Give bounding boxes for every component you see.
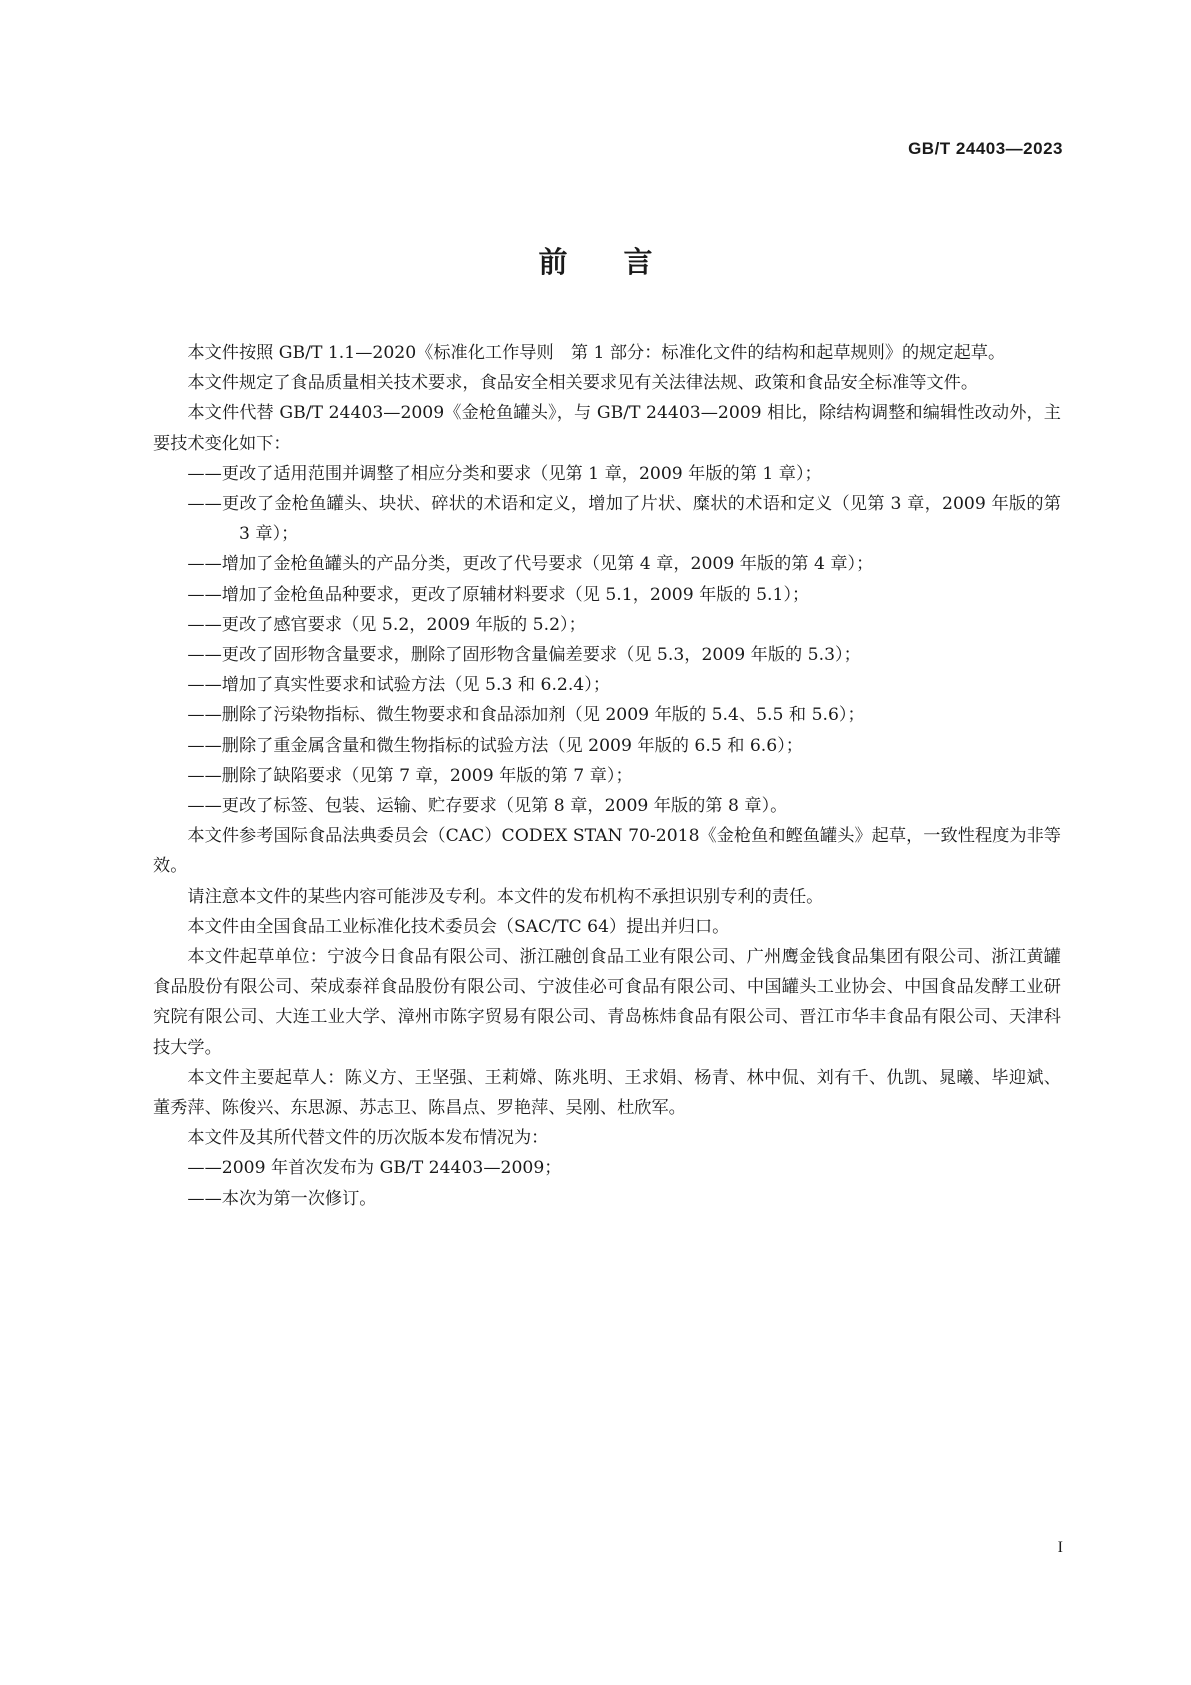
paragraph: 请注意本文件的某些内容可能涉及专利。本文件的发布机构不承担识别专利的责任。 <box>187 886 824 907</box>
paragraph: 本文件及其所代替文件的历次版本发布情况为： <box>187 1128 549 1149</box>
list-item: ——本次为第一次修订。 <box>187 1188 377 1209</box>
paragraph: 本文件代替 GB/T 24403—2009《金枪鱼罐头》，与 GB/T 24403—2009 相比，除结构调整和编辑性改动外，主要技术变化如下： <box>153 403 1061 454</box>
list-item: ——更改了感官要求（见 5.2，2009 年版的 5.2）； <box>187 614 586 635</box>
list-item: ——删除了缺陷要求（见第 7 章，2009 年版的第 7 章）； <box>187 765 633 786</box>
list-item: ——更改了金枪鱼罐头、块状、碎状的术语和定义，增加了片状、糜状的术语和定义（见第 3 章，2009 年版的第 3 章）； <box>187 494 1061 545</box>
page-title: 前言 <box>538 245 709 279</box>
list-item: ——2009 年首次发布为 GB/T 24403—2009； <box>187 1158 562 1179</box>
paragraph: 本文件主要起草人：陈义方、王坚强、王莉嫦、陈兆明、王求娟、杨青、林中侃、刘有千、仇凯、晁曦、毕迎斌、董秀萍、陈俊兴、东思源、苏志卫、陈昌点、罗艳萍、吴刚、杜欣军。 <box>153 1067 1061 1119</box>
technical-changes-list <box>153 459 1061 821</box>
list-item: ——增加了真实性要求和试验方法（见 5.3 和 6.2.4）； <box>187 675 611 696</box>
list-item: ——增加了金枪鱼品种要求，更改了原辅材料要求（见 5.1，2009 年版的 5.1）； <box>187 584 810 605</box>
version-history-list <box>153 1153 1061 1213</box>
paragraph: 本文件起草单位：宁波今日食品有限公司、浙江融创食品工业有限公司、广州鹰金钱食品集团有限公司、浙江黄罐食品股份有限公司、荣成泰祥食品股份有限公司、宁波佳必可食品有限公司、中国罐头工业协会、中国食品发酵工业研究院有限公司、大连工业大学、漳州市陈字贸易有限公司、青岛栋炜食品有限公司、晋江市华丰食品有限公司、天津科技大学。 <box>153 947 1061 1058</box>
standard-code: GB/T 24403—2023 <box>908 139 1063 158</box>
list-item: ——删除了污染物指标、微生物要求和食品添加剂（见 2009 年版的 5.4、5.5 和 5.6）； <box>187 705 865 726</box>
page-number: I <box>1057 1539 1063 1556</box>
paragraph: 本文件由全国食品工业标准化技术委员会（SAC/TC 64）提出并归口。 <box>187 916 730 937</box>
list-item: ——更改了标签、包装、运输、贮存要求（见第 8 章，2009 年版的第 8 章）。 <box>187 796 788 817</box>
list-item: ——更改了适用范围并调整了相应分类和要求（见第 1 章，2009 年版的第 1 章）； <box>187 463 822 484</box>
list-item: ——更改了固形物含量要求，删除了固形物含量偏差要求（见 5.3，2009 年版的 5.3）； <box>187 645 861 666</box>
list-item: ——删除了重金属含量和微生物指标的试验方法（见 2009 年版的 6.5 和 6.6）； <box>187 735 803 756</box>
list-item: ——增加了金枪鱼罐头的产品分类，更改了代号要求（见第 4 章，2009 年版的第 4 章）； <box>187 554 874 575</box>
paragraph: 本文件规定了食品质量相关技术要求，食品安全相关要求见有关法律法规、政策和食品安全标准等文件。 <box>187 373 979 394</box>
foreword-body <box>153 338 1061 1214</box>
paragraph: 本文件参考国际食品法典委员会（CAC）CODEX STAN 70-2018《金枪鱼和鲣鱼罐头》起草，一致性程度为非等效。 <box>153 826 1061 877</box>
paragraph: 本文件按照 GB/T 1.1—2020《标准化工作导则 第 1 部分：标准化文件的结构和起草规则》的规定起草。 <box>187 343 1006 363</box>
